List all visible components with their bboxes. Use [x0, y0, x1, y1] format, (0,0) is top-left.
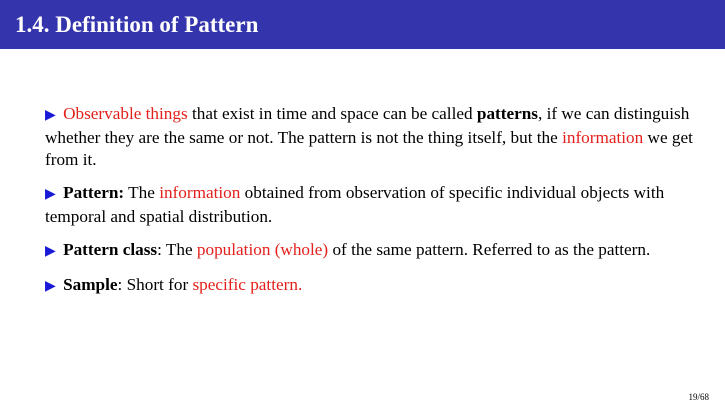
item-1-part-5: we get from it. — [45, 128, 693, 169]
item-2-part-0: Pattern: — [63, 183, 125, 202]
item-4-part-0: Sample — [63, 275, 118, 294]
item-2-part-1: The — [124, 183, 160, 202]
item-4-part-2: specific pattern — [192, 275, 298, 294]
item-2-part-2: information — [159, 183, 241, 202]
slide-content — [45, 103, 695, 309]
title-bar — [0, 0, 725, 49]
item-3-part-2: population (whole) — [196, 240, 329, 259]
item-3-part-3: of the same pattern. Referred to as the pattern. — [328, 240, 651, 259]
triangle-right-icon: ▶ — [45, 187, 56, 202]
item-2-part-3: obtained from observation of specific individual objects with temporal and spatial distribution. — [45, 183, 665, 226]
bullet-item-2 — [45, 182, 695, 228]
item-4-part-1: : Short for — [117, 275, 193, 294]
triangle-right-icon: ▶ — [45, 108, 56, 123]
bullet-item-1 — [45, 103, 695, 171]
item-1-part-4: information — [562, 128, 644, 147]
bullet-item-4 — [45, 274, 695, 298]
item-4-part-3: . — [297, 275, 303, 294]
triangle-right-icon: ▶ — [45, 244, 56, 259]
triangle-right-icon: ▶ — [45, 279, 56, 294]
bullet-item-3 — [45, 239, 695, 263]
item-3-part-1: : The — [157, 240, 197, 259]
slide-title: 1.4. Definition of Pattern — [15, 12, 259, 37]
item-1-part-0: Observable things — [63, 104, 188, 123]
item-1-part-3: , if we can distinguish whether they are the same or not. The pattern is not the thing itself, but the — [45, 104, 690, 147]
item-1-part-1: that exist in time and space can be called — [187, 104, 477, 123]
page-number: 19/68 — [688, 392, 709, 402]
item-1-part-2: patterns — [476, 104, 538, 123]
item-3-part-0: Pattern class — [63, 240, 158, 259]
